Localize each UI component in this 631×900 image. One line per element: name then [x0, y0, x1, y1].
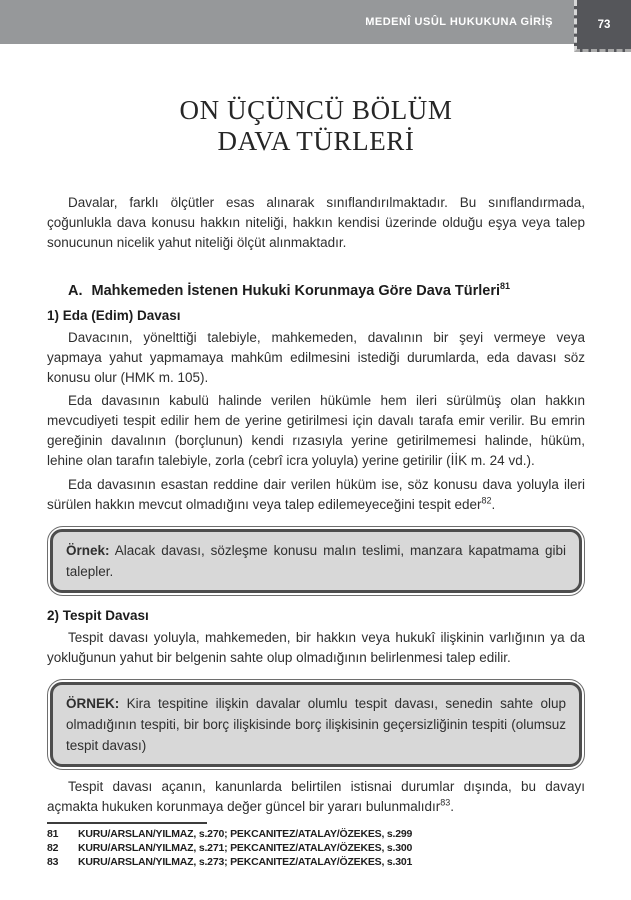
footnote-82-text: KURU/ARSLAN/YILMAZ, s.271; PEKCANITEZ/ATALAY/ÖZEKES, s.300 [78, 842, 413, 854]
section-a-title: Mahkemeden İstenen Hukuki Korunmaya Göre Dava Türleri [91, 283, 501, 299]
chapter-title-line2: DAVA TÜRLERİ [217, 126, 415, 156]
eda-paragraph-3-text: Eda davasının esastan reddine dair verilen hüküm ise, söz konusu dava yoluyla ileri sürülen hakkın mevcut olmadığını veya talep edilemeyeceğini tespit eder [47, 477, 585, 512]
tespit-paragraph-2 [47, 777, 585, 817]
footnote-83-text: KURU/ARSLAN/YILMAZ, s.273; PEKCANITEZ/ATALAY/ÖZEKES, s.301 [78, 856, 413, 868]
tespit-paragraph-1: Tespit davası yoluyla, mahkemeden, bir hakkın veya hukukî ilişkinin varlığının ya da yokluğunun yahut bir belgenin sahte olup olmadığının belirlenmesi talep edilir. [47, 630, 585, 665]
subsection-1-heading: 1) Eda (Edim) Davası [47, 308, 181, 323]
footnote-83-number: 83 [47, 856, 59, 868]
eda-paragraph-1: Davacının, yönelttiği talebiyle, mahkemeden, davalının bir şeyi vermeye veya yapmaya yahut yapmamaya mahkûm edilmesini istediği durumlarda, eda davası söz konusu olur (HMK m. 105). [47, 330, 585, 385]
subsection-2-heading: 2) Tespit Davası [47, 608, 149, 623]
chapter-title-line1: ON ÜÇÜNCÜ BÖLÜM [179, 95, 453, 125]
footnote-ref-81: 81 [500, 281, 511, 292]
eda-paragraph-3 [47, 475, 585, 515]
page-number: 73 [597, 18, 611, 31]
section-a-marker: A. [68, 283, 83, 299]
example-eda-label: Örnek: [66, 543, 110, 558]
eda-paragraph-3-period: . [491, 497, 496, 512]
section-a-heading [47, 282, 585, 300]
example-eda-text: Alacak davası, sözleşme konusu malın teslimi, manzara kapatmama gibi talepler. [66, 543, 566, 579]
example-box-eda [47, 526, 585, 596]
example-tespit-text: Kira tespitine ilişkin davalar olumlu tespit davası, senedin sahte olup olmadığının tespiti, bir borç ilişkisinde borç ilişkisinin geçersizliğinin tespiti (olumsuz tespit davası) [66, 696, 566, 753]
footnotes [47, 827, 585, 869]
footnote-81-text: KURU/ARSLAN/YILMAZ, s.270; PEKCANITEZ/ATALAY/ÖZEKES, s.299 [78, 828, 413, 840]
chapter-title [47, 95, 585, 157]
page-header [0, 0, 631, 44]
example-tespit-label: ÖRNEK: [66, 696, 120, 711]
footnote-83 [47, 855, 585, 869]
footnote-divider [47, 822, 207, 824]
footnote-ref-83: 83 [440, 797, 451, 808]
running-title: MEDENÎ USÛL HUKUKUNA GİRİŞ [365, 16, 553, 28]
footnote-81-number: 81 [47, 828, 59, 840]
example-box-tespit [47, 679, 585, 770]
footnote-82-number: 82 [47, 842, 59, 854]
example-box-tespit-body [50, 682, 582, 767]
tespit-paragraph-2-text: Tespit davası açanın, kanunlarda belirtilen istisnai durumlar dışında, bu davayı açmakta hukuken korunmaya değer güncel bir yararı bulunmalıdır [47, 779, 585, 814]
tespit-paragraph-2-period: . [450, 799, 454, 814]
page-content [47, 44, 585, 869]
eda-paragraph-2: Eda davasının kabulü halinde verilen hükümle hem ileri sürülmüş olan hakkın mevcudiyeti tespit edilir hem de yerine getirilmesi için davalı tarafa emir verilir. Bu emrin gereğinin davalının (borçlunun) kendi rızasıyla yerine getirilmemesi halinde, hüküm, lehine olan tarafın talebiyle, zorla (cebrî icra yoluyla) yerine getirilir (İİK m. 24 vd.). [47, 393, 585, 468]
footnote-ref-82: 82 [481, 495, 492, 506]
intro-paragraph: Davalar, farklı ölçütler esas alınarak sınıflandırılmaktadır. Bu sınıflandırmada, çoğunlukla dava konusu hakkın niteliği, hakkın kendisi üzerinde olduğu eşya veya talep sonucunun nicelik yahut niteliği ölçüt alınmaktadır. [47, 195, 585, 250]
footnote-82 [47, 841, 585, 855]
example-box-eda-body [50, 529, 582, 593]
footnote-81 [47, 827, 585, 841]
